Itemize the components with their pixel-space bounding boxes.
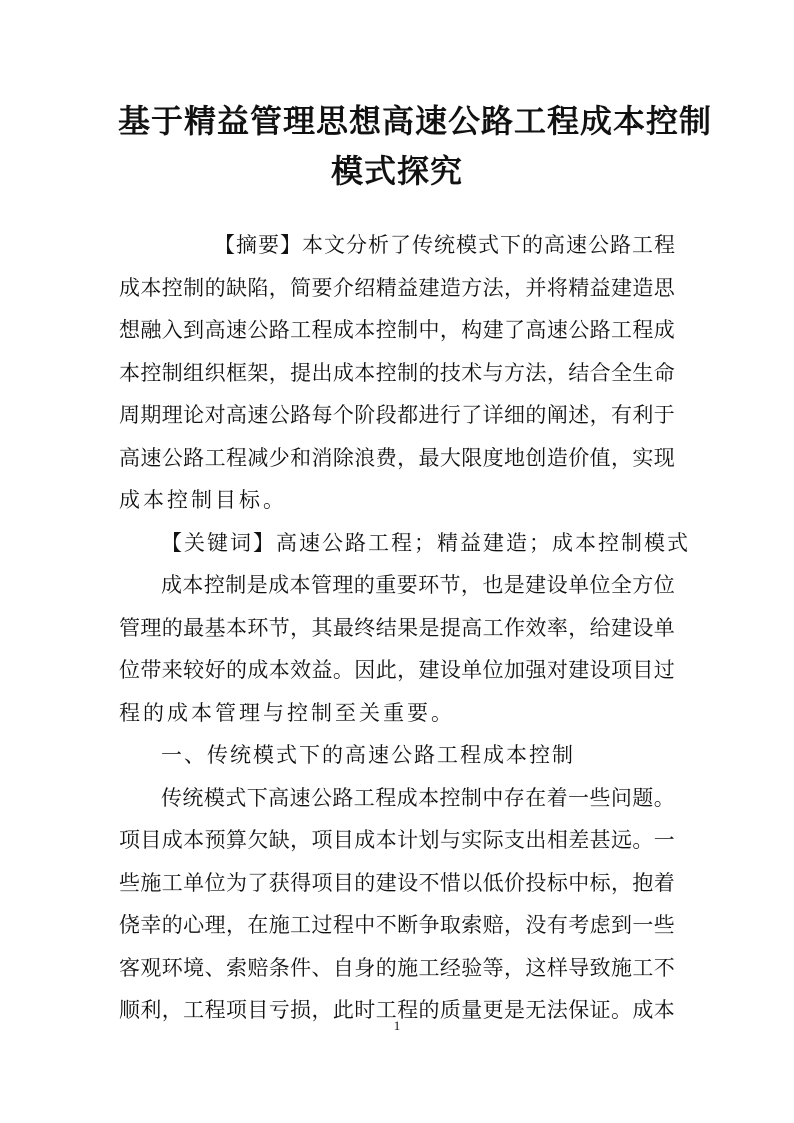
text-line: 高 速 公 路 工 程 减 少 和 消 除 浪 费 ， 最 大 限 度 地 创 造 价 值 ， 实 现 bbox=[119, 445, 675, 470]
page-number: 1 bbox=[393, 1018, 401, 1033]
text-line: 【关键词】高速公路工程；精益建造；成本控制模式 bbox=[161, 530, 690, 555]
text-line: 顺 利 ， 工 程 项 目 亏 损 ， 此 时 工 程 的 质 量 更 是 无 法 保 证 。 成 本 bbox=[119, 998, 675, 1022]
text-line: 一、传统模式下的高速公路工程成本控制 bbox=[161, 743, 575, 767]
text-line: 位 带 来 较 好 的 成 本 效 益 。 因 此 ， 建 设 单 位 加 强 对 建 设 项 目 过 bbox=[119, 658, 675, 682]
text-line: 本 控 制 组 织 框 架 ， 提 出 成 本 控 制 的 技 术 与 方 法 ， 结 合 全 生 命 bbox=[119, 360, 675, 385]
title-line-2: 模式探究 bbox=[330, 152, 463, 190]
text-line: 管 理 的 最 基 本 环 节 ， 其 最 终 结 果 是 提 高 工 作 效 率 ， 给 建 设 单 bbox=[119, 615, 675, 640]
text-line: 项 目 成 本 预 算 欠 缺 ， 项 目 成 本 计 划 与 实 际 支 出 相 差 甚 远 。 一 bbox=[119, 828, 675, 852]
text-line: 周 期 理 论 对 高 速 公 路 每 个 阶 段 都 进 行 了 详 细 的 阐 述 ， 有 利 于 bbox=[119, 403, 675, 427]
text-line: 侥 幸 的 心 理 ， 在 施 工 过 程 中 不 断 争 取 索 赔 ， 没 有 考 虑 到 一 些 bbox=[119, 913, 675, 937]
text-line: 【 摘 要 】 本 文 分 析 了 传 统 模 式 下 的 高 速 公 路 工 程 bbox=[214, 233, 675, 257]
document-body bbox=[119, 224, 690, 1032]
text-line: 想 融 入 到 高 速 公 路 工 程 成 本 控 制 中 ， 构 建 了 高 速 公 路 工 程 成 bbox=[119, 318, 675, 342]
document-title bbox=[118, 96, 713, 196]
title-line-1: 基于精益管理思想高速公路工程成本控制 bbox=[118, 102, 713, 140]
text-line: 程的成本管理与控制至关重要。 bbox=[119, 700, 455, 725]
text-line: 成 本 控 制 是 成 本 管 理 的 重 要 环 节 ， 也 是 建 设 单 位 全 方 位 bbox=[161, 573, 675, 597]
text-line: 成本控制目标。 bbox=[119, 488, 287, 512]
text-line: 客 观 环 境 、 索 赔 条 件 、 自 身 的 施 工 经 验 等 ， 这 样 导 致 施 工 不 bbox=[119, 955, 675, 980]
text-line: 成 本 控 制 的 缺 陷 ， 简 要 介 绍 精 益 建 造 方 法 ， 并 将 精 益 建 造 思 bbox=[119, 275, 675, 300]
text-line: 传 统 模 式 下 高 速 公 路 工 程 成 本 控 制 中 存 在 着 一 些 问 题 。 bbox=[161, 785, 675, 810]
text-line: 些 施 工 单 位 为 了 获 得 项 目 的 建 设 不 惜 以 低 价 投 标 中 标 ， 抱 着 bbox=[119, 870, 675, 895]
